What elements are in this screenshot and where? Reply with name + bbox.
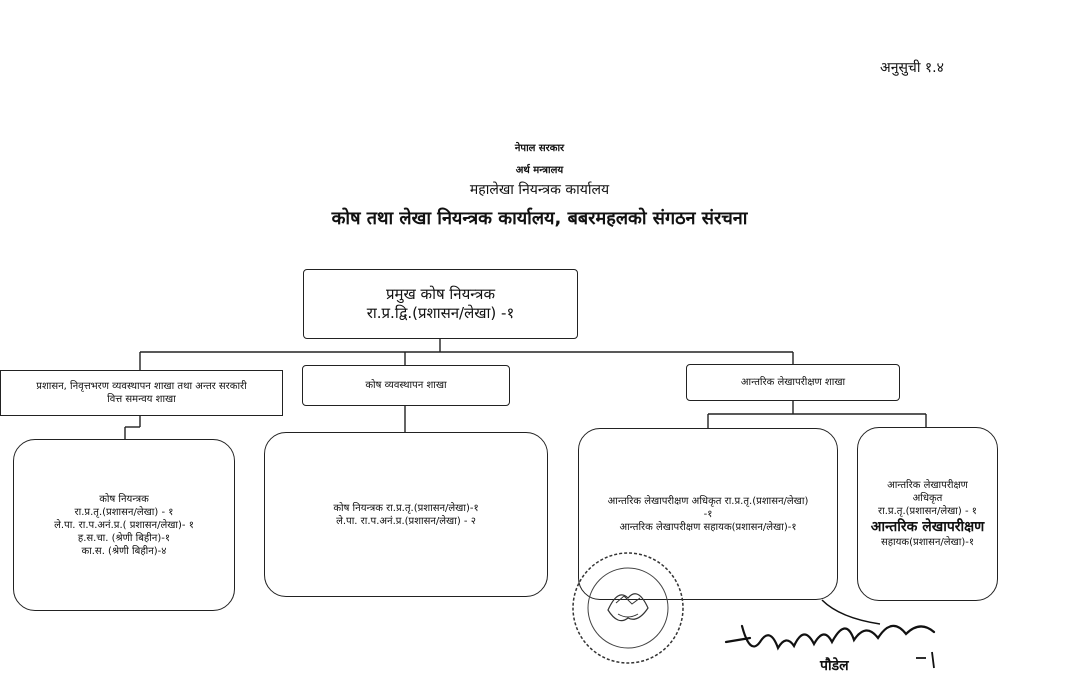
audit-unit-2-box (857, 427, 998, 601)
audit-unit-2-line-1: आन्तरिक लेखापरीक्षण (887, 479, 968, 491)
signature-name: पौडेल (820, 658, 849, 674)
chief-box-line-2: रा.प्र.द्वि.(प्रशासन/लेखा) -१ (366, 304, 515, 322)
header-office: महालेखा नियन्त्रक कार्यालय (469, 182, 610, 198)
audit-unit-2-line-4: आन्तरिक लेखापरीक्षण (870, 518, 985, 535)
admin-branch-line-1: प्रशासन, निवृत्तभरण व्यवस्थापन शाखा तथा अन्तर सरकारी (36, 381, 247, 392)
admin-unit-box (13, 439, 235, 611)
audit-unit-2-line-2: अधिकृत (912, 492, 943, 504)
chief-box-line-1: प्रमुख कोष नियन्त्रक (386, 284, 495, 303)
treasury-unit-line-2: ले.पा. रा.प.अनं.प्र.(प्रशासन/लेखा) - २ (336, 515, 476, 527)
audit-unit-1-line-3: आन्तरिक लेखापरीक्षण सहायक(प्रशासन/लेखा)-१ (619, 521, 797, 533)
treasury-branch-box (302, 365, 510, 406)
admin-unit-line-1: कोष नियन्त्रक (99, 493, 149, 505)
header-ministry: अर्थ मन्त्रालय (515, 165, 564, 176)
admin-branch-line-2: वित्त समन्वय शाखा (107, 394, 176, 405)
treasury-unit-line-1: कोष नियन्त्रक रा.प्र.तृ.(प्रशासन/लेखा)-१ (333, 502, 479, 514)
official-seal (568, 548, 688, 668)
annex-label: अनुसुची १.४ (880, 60, 944, 76)
audit-unit-2-line-5: सहायक(प्रशासन/लेखा)-१ (880, 537, 975, 549)
admin-unit-line-5: का.स. (श्रेणी बिहीन)-४ (81, 545, 167, 557)
page-title: कोष तथा लेखा नियन्त्रक कार्यालय, बबरमहलको संगठन संरचना (331, 208, 748, 229)
admin-unit-line-2: रा.प्र.तृ.(प्रशासन/लेखा) - १ (74, 506, 174, 518)
admin-branch-box (0, 370, 283, 416)
audit-unit-2-line-3: रा.प्र.तृ.(प्रशासन/लेखा) - १ (878, 505, 977, 517)
admin-unit-line-4: ह.स.चा. (श्रेणी बिहीन)-१ (77, 532, 171, 544)
header-government: नेपाल सरकार (514, 143, 565, 154)
treasury-unit-box (264, 432, 548, 597)
audit-unit-1-line-2: -१ (703, 508, 713, 520)
treasury-branch-label: कोष व्यवस्थापन शाखा (365, 380, 447, 391)
chief-treasury-controller-box (303, 269, 578, 339)
audit-branch-label: आन्तरिक लेखापरीक्षण शाखा (740, 377, 846, 388)
audit-unit-1-line-1: आन्तरिक लेखापरीक्षण अधिकृत रा.प्र.तृ.(प्रशासन/लेखा) (607, 495, 809, 507)
signature (720, 596, 980, 674)
admin-unit-line-3: ले.पा. रा.प.अनं.प्र.( प्रशासन/लेखा)- १ (54, 519, 194, 531)
audit-branch-box (686, 364, 900, 401)
